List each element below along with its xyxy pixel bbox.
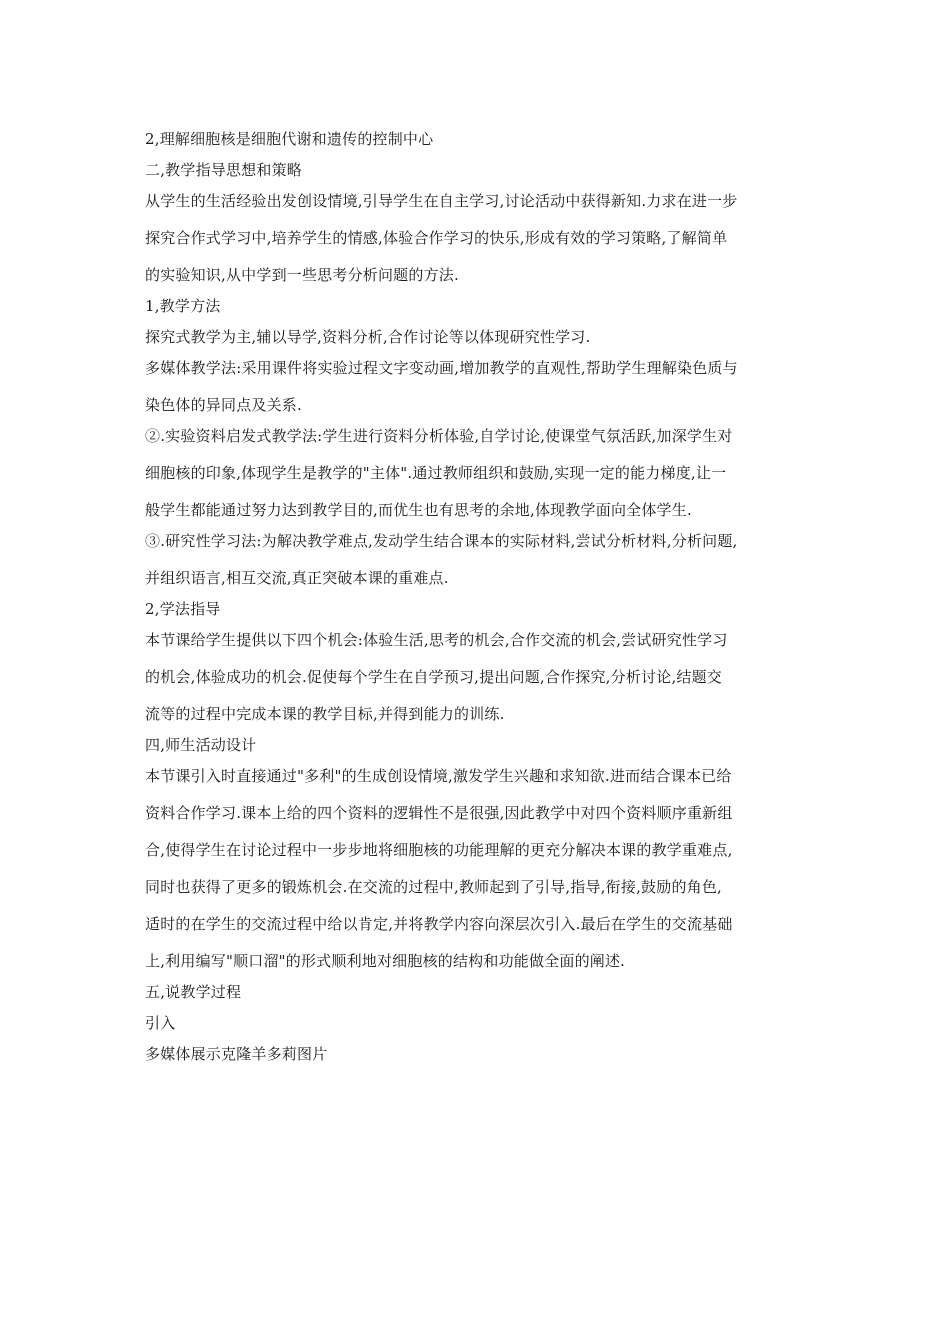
paragraph-line: 染色体的异同点及关系. [145,396,302,414]
text-line: 探究式教学为主,辅以导学,资料分析,合作讨论等以体现研究性学习. [145,328,591,346]
paragraph-line: 资料合作学习.课本上给的四个资料的逻辑性不是很强,因此教学中对四个资料顺序重新组 [145,804,733,822]
paragraph-line: 流等的过程中完成本课的教学目标,并得到能力的训练. [145,705,505,723]
text-line: 四,师生活动设计 [145,736,257,754]
paragraph [145,526,817,594]
text-line: 2,学法指导 [145,600,221,618]
paragraph-line: 本节课引入时直接通过"多利"的生成创设情境,激发学生兴趣和求知欲.进而结合课本已给 [145,767,732,785]
text-line: 五,说教学过程 [145,983,242,1001]
text-line: 1,教学方法 [145,297,221,315]
text-line: 多媒体展示克隆羊多莉图片 [145,1045,328,1063]
paragraph-line: 的机会,体验成功的机会.促使每个学生在自学预习,提出问题,合作探究,分析讨论,结题交 [145,668,723,686]
text-line: 引入 [145,1014,176,1032]
text-line: 2,理解细胞核是细胞代谢和遗传的控制中心 [145,130,434,148]
paragraph-line: 适时的在学生的交流过程中给以肯定,并将教学内容向深层次引入.最后在学生的交流基础 [145,915,733,933]
paragraph-line: 探究合作式学习中,培养学生的情感,体验合作学习的快乐,形成有效的学习策略,了解简单 [145,229,728,247]
paragraph-line: 上,利用编写"顺口溜"的形式顺利地对细胞核的结构和功能做全面的阐述. [145,952,626,970]
paragraph-line: 并组织语言,相互交流,真正突破本课的重难点. [145,569,449,587]
paragraph-line: 般学生都能通过努力达到教学目的,而优生也有思考的余地,体现教学面向全体学生. [145,501,692,519]
paragraph-line: 多媒体教学法:采用课件将实验过程文字变动画,增加教学的直观性,帮助学生理解染色质与 [145,359,738,377]
paragraph [145,761,817,977]
paragraph-line: 同时也获得了更多的锻炼机会.在交流的过程中,教师起到了引导,指导,衔接,鼓励的角色, [145,878,723,896]
paragraph-line: 合,使得学生在讨论过程中一步步地将细胞核的功能理解的更充分解决本课的教学重难点, [145,841,733,859]
paragraph [145,186,817,291]
text-line: 二,教学指导思想和策略 [145,161,302,179]
paragraph-line: 从学生的生活经验出发创设情境,引导学生在自主学习,讨论活动中获得新知.力求在进一步 [145,192,738,210]
paragraph-line: ③.研究性学习法:为解决教学难点,发动学生结合课本的实际材料,尝试分析材料,分析问题, [145,532,738,550]
paragraph-line: ②.实验资料启发式教学法:学生进行资料分析体验,自学讨论,使课堂气氛活跃,加深学生对 [145,427,733,445]
paragraph-line: 本节课给学生提供以下四个机会:体验生活,思考的机会,合作交流的机会,尝试研究性学习 [145,631,728,649]
paragraph [145,353,817,421]
document-body [145,124,817,1070]
paragraph-line: 的实验知识,从中学到一些思考分析问题的方法. [145,266,459,284]
paragraph [145,625,817,730]
paragraph-line: 细胞核的印象,体现学生是教学的"主体".通过教师组织和鼓励,实现一定的能力梯度,让一 [145,464,727,482]
paragraph [145,421,817,526]
